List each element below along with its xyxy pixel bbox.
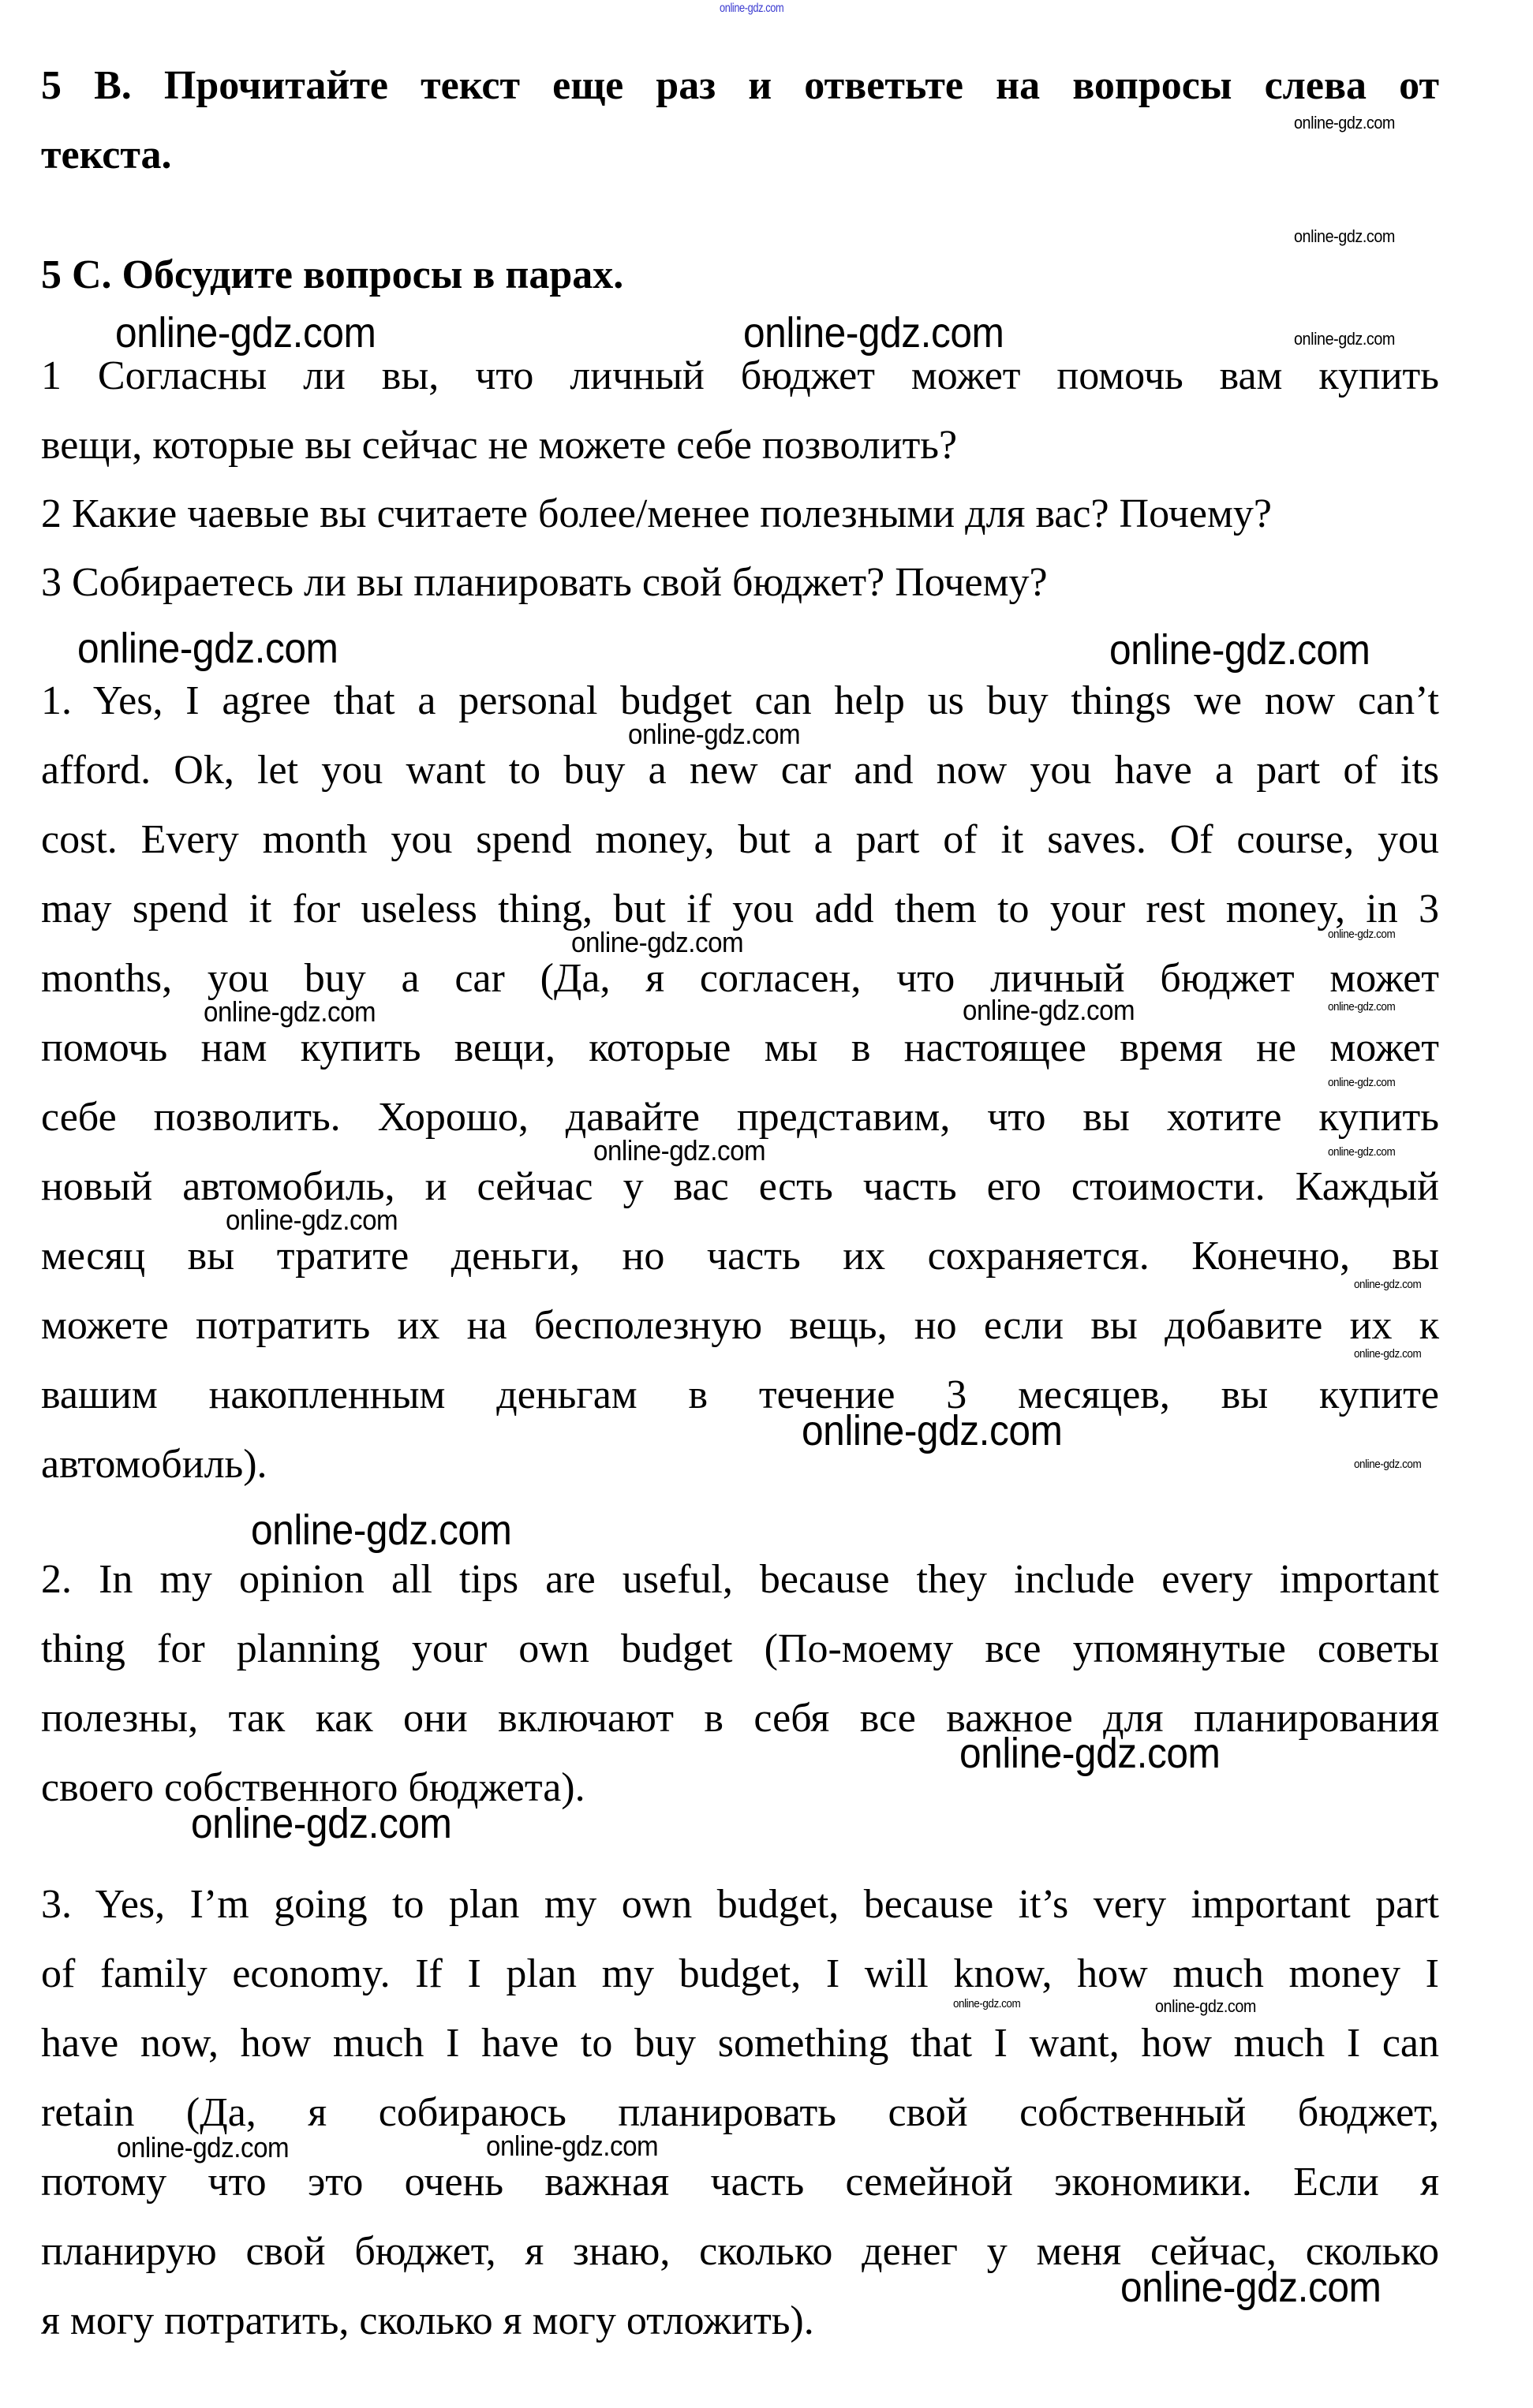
- watermark: online-gdz.com: [1294, 226, 1395, 246]
- answer-2-line: thing for planning your own budget (По-моему все упомянутые советы: [41, 1626, 1439, 1671]
- watermark: online-gdz.com: [953, 1997, 1021, 2010]
- watermark: online-gdz.com: [1294, 329, 1395, 349]
- watermark: online-gdz.com: [802, 1407, 1063, 1454]
- answer-3-line: of family economy. If I plan my budget, I will know, how much money I: [41, 1951, 1439, 1996]
- answer-3-line: планирую свой бюджет, я знаю, сколько денег у меня сейчас, сколько: [41, 2229, 1439, 2274]
- watermark: online-gdz.com: [1120, 2264, 1382, 2311]
- answer-3-line: retain (Да, я собираюсь планировать свой собственный бюджет,: [41, 2090, 1439, 2135]
- answer-1-line: may spend it for useless thing, but if you add them to your rest money, in 3: [41, 887, 1439, 931]
- watermark: online-gdz.com: [1328, 1076, 1396, 1089]
- watermark: online-gdz.com: [628, 718, 801, 750]
- answer-1-line: afford. Ok, let you want to buy a new car and now you have a part of its: [41, 748, 1439, 793]
- watermark: online-gdz.com: [1155, 1996, 1256, 2016]
- answer-1-line: months, you buy a car (Да, я согласен, что личный бюджет может: [41, 956, 1439, 1001]
- answer-3-line: я могу потратить, сколько я могу отложить).: [41, 2298, 814, 2343]
- watermark: online-gdz.com: [115, 309, 376, 357]
- watermark: online-gdz.com: [251, 1506, 512, 1554]
- task-b-heading-line-2: текста.: [41, 133, 172, 177]
- answer-3-line: потому что это очень важная часть семейной экономики. Если я: [41, 2160, 1439, 2205]
- watermark: online-gdz.com: [720, 2, 784, 15]
- watermark: online-gdz.com: [1294, 113, 1395, 133]
- task-c-heading: 5 C. Обсудите вопросы в парах.: [41, 252, 624, 297]
- watermark: online-gdz.com: [959, 1730, 1221, 1777]
- question-line: 3 Собираетесь ли вы планировать свой бюджет? Почему?: [41, 560, 1048, 605]
- watermark: online-gdz.com: [571, 926, 744, 958]
- watermark: online-gdz.com: [1328, 1000, 1396, 1014]
- answer-3-line: 3. Yes, I’m going to plan my own budget, because it’s very important part: [41, 1882, 1439, 1927]
- answer-1-line: себе позволить. Хорошо, давайте представим, что вы хотите купить: [41, 1095, 1439, 1140]
- watermark: online-gdz.com: [743, 309, 1004, 357]
- watermark: online-gdz.com: [593, 1134, 766, 1167]
- question-line: вещи, которые вы сейчас не можете себе позволить?: [41, 423, 958, 468]
- watermark: online-gdz.com: [226, 1204, 398, 1236]
- watermark: online-gdz.com: [1328, 1145, 1396, 1159]
- answer-1-line: автомобиль).: [41, 1442, 267, 1487]
- watermark: online-gdz.com: [963, 994, 1135, 1026]
- answer-1-line: cost. Every month you spend money, but a part of it saves. Of course, you: [41, 817, 1439, 862]
- answer-1-line: месяц вы тратите деньги, но часть их сохраняется. Конечно, вы: [41, 1234, 1439, 1279]
- watermark: online-gdz.com: [1354, 1278, 1422, 1291]
- watermark: online-gdz.com: [1328, 928, 1396, 941]
- watermark: online-gdz.com: [1109, 626, 1370, 674]
- answer-2-line: 2. In my opinion all tips are useful, because they include every important: [41, 1557, 1439, 1602]
- watermark: online-gdz.com: [191, 1800, 452, 1847]
- answer-2-line: своего собственного бюджета).: [41, 1765, 585, 1810]
- answer-1-line: можете потратить их на бесполезную вещь, но если вы добавите их к: [41, 1303, 1439, 1348]
- answer-2-line: полезны, так как они включают в себя все важное для планирования: [41, 1696, 1439, 1741]
- watermark: online-gdz.com: [77, 625, 338, 672]
- question-line: 2 Какие чаевые вы считаете более/менее полезными для вас? Почему?: [41, 491, 1272, 536]
- watermark: online-gdz.com: [204, 995, 376, 1028]
- task-b-heading-line-1: 5 B. Прочитайте текст еще раз и ответьте на вопросы слева от: [41, 63, 1439, 108]
- answer-3-line: have now, how much I have to buy something that I want, how much I can: [41, 2021, 1439, 2066]
- watermark: online-gdz.com: [1354, 1347, 1422, 1361]
- answer-1-line: 1. Yes, I agree that a personal budget can help us buy things we now can’t: [41, 678, 1439, 723]
- answer-1-line: помочь нам купить вещи, которые мы в настоящее время не может: [41, 1025, 1439, 1070]
- question-line: 1 Согласны ли вы, что личный бюджет может помочь вам купить: [41, 353, 1439, 398]
- watermark: online-gdz.com: [1354, 1458, 1422, 1471]
- answer-1-line: вашим накопленным деньгам в течение 3 месяцев, вы купите: [41, 1372, 1439, 1417]
- watermark: online-gdz.com: [486, 2130, 659, 2162]
- watermark: online-gdz.com: [117, 2131, 290, 2163]
- answer-1-line: новый автомобиль, и сейчас у вас есть часть его стоимости. Каждый: [41, 1164, 1439, 1209]
